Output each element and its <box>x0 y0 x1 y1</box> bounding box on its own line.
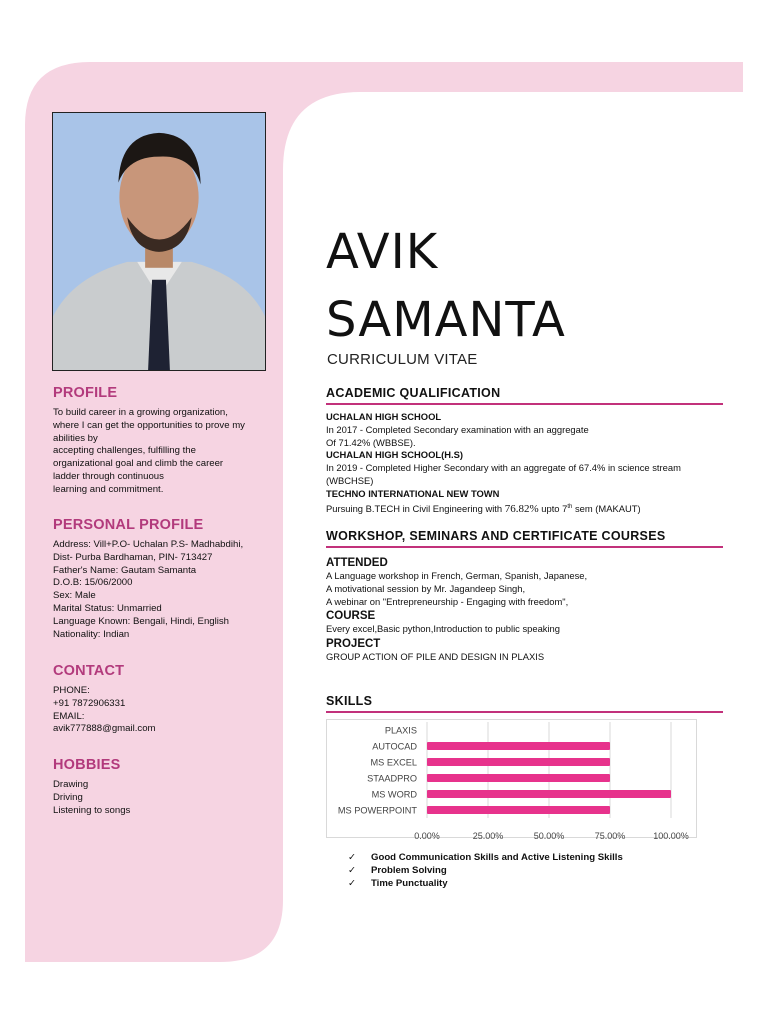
check-icon: ✓ <box>348 878 357 889</box>
document-subtitle: CURRICULUM VITAE <box>327 351 478 368</box>
chart-x-tick-label: 25.00% <box>472 831 504 839</box>
chart-bar <box>427 790 671 798</box>
school2-line1: In 2019 - Completed Higher Secondary with an aggregate of 67.4% in science stream <box>326 462 681 474</box>
school1-line2: Of 71.42% (WBBSE). <box>326 436 416 448</box>
college-text-a: Pursuing B.TECH in Civil Engineering with <box>326 502 505 514</box>
chart-x-tick-label: 75.00% <box>594 831 626 839</box>
attended-line1: A Language workshop in French, German, Spanish, Japanese, <box>326 570 588 581</box>
profile-photo <box>52 112 266 371</box>
chart-category-label: MS WORD <box>371 789 417 800</box>
chart-bar <box>427 742 610 750</box>
candidate-name <box>326 218 566 354</box>
project-title: PROJECT <box>326 638 381 651</box>
school1-line1: In 2017 - Completed Secondary examination with an aggregate <box>326 423 589 435</box>
attended-line3: A webinar on "Entrepreneurship - Engaging with freedom", <box>326 595 569 607</box>
academic-content <box>326 411 726 516</box>
hobbies-section <box>53 759 273 817</box>
college-percentage: 76.82% <box>504 502 539 515</box>
skills-chart-svg <box>327 720 698 839</box>
chart-category-label: AUTOCAD <box>372 741 417 752</box>
college-line <box>326 501 726 516</box>
hobbies-text: Drawing Driving Listening to songs <box>53 779 131 816</box>
chart-category-label: STAADPRO <box>367 773 417 784</box>
skill-bullet-text: Problem Solving <box>371 865 447 876</box>
personal-profile-title: PERSONAL PROFILE <box>53 517 204 533</box>
skill-bullet-item <box>348 864 623 877</box>
college-name: TECHNO INTERNATIONAL NEW TOWN <box>326 487 500 499</box>
chart-bar <box>427 806 610 814</box>
chart-x-tick-label: 100.00% <box>653 831 689 839</box>
attended-title: ATTENDED <box>326 557 388 569</box>
check-icon: ✓ <box>348 852 357 863</box>
skill-bullet-text: Good Communication Skills and Active Listening Skills <box>371 852 623 863</box>
contact-section <box>53 665 273 736</box>
chart-bar <box>427 758 610 766</box>
project-text: GROUP ACTION OF PILE AND DESIGN IN PLAXIS <box>326 651 545 663</box>
chart-category-label: PLAXIS <box>384 725 417 736</box>
workshop-content <box>326 555 726 664</box>
profile-section <box>53 387 273 497</box>
college-text-b: upto 7 <box>538 502 568 514</box>
personal-profile-section <box>53 519 273 641</box>
skills-chart <box>326 719 697 838</box>
school1-name: UCHALAN HIGH SCHOOL <box>326 411 442 422</box>
first-name: AVIK <box>326 224 439 280</box>
last-name: SAMANTA <box>326 292 566 348</box>
chart-x-tick-label: 50.00% <box>533 831 565 839</box>
school2-line2: (WBCHSE) <box>326 474 374 486</box>
skill-bullet-text: Time Punctuality <box>371 878 448 889</box>
chart-category-label: MS EXCEL <box>370 757 417 768</box>
personal-profile-text: Address: Vill+P.O- Uchalan P.S- Madhabdihi, Dist- Purba Bardhaman, PIN- 713427 Father's Name: Gautam Samanta D.O.B: 15/06/2000 Sex: Male Marital Status: Unmarried Language Known: Bengali, Hindi, English Nationality: Indian <box>53 539 244 640</box>
workshop-heading: WORKSHOP, SEMINARS AND CERTIFICATE COURSES <box>326 529 723 548</box>
skills-bullets <box>348 851 623 890</box>
school2-name: UCHALAN HIGH SCHOOL(H.S) <box>326 449 463 461</box>
chart-x-tick-label: 0.00% <box>414 831 440 839</box>
hobbies-title: HOBBIES <box>53 757 121 773</box>
contact-text: PHONE: +91 7872906331 EMAIL: avik777888@gmail.com <box>53 685 156 735</box>
skills-heading: SKILLS <box>326 694 723 713</box>
contact-title: CONTACT <box>53 663 125 679</box>
college-superscript: th <box>567 503 573 510</box>
academic-heading: ACADEMIC QUALIFICATION <box>326 386 723 405</box>
profile-title: PROFILE <box>53 385 118 401</box>
profile-text: To build career in a growing organization, where I can get the opportunities to prove my abilities by accepting challenges, fulfilling the organizational goal and climb the career ladder through continuous learning and commitment. <box>53 407 245 495</box>
check-icon: ✓ <box>348 865 357 876</box>
attended-line2: A motivational session by Mr. Jagandeep Singh, <box>326 582 526 594</box>
course-title: COURSE <box>326 610 376 623</box>
skill-bullet-item <box>348 877 623 890</box>
chart-bar <box>427 774 610 782</box>
skill-bullet-item <box>348 851 623 864</box>
college-text-c: sem (MAKAUT) <box>572 502 641 514</box>
course-text: Every excel,Basic python,Introduction to public speaking <box>326 623 560 635</box>
chart-category-label: MS POWERPOINT <box>337 805 417 816</box>
